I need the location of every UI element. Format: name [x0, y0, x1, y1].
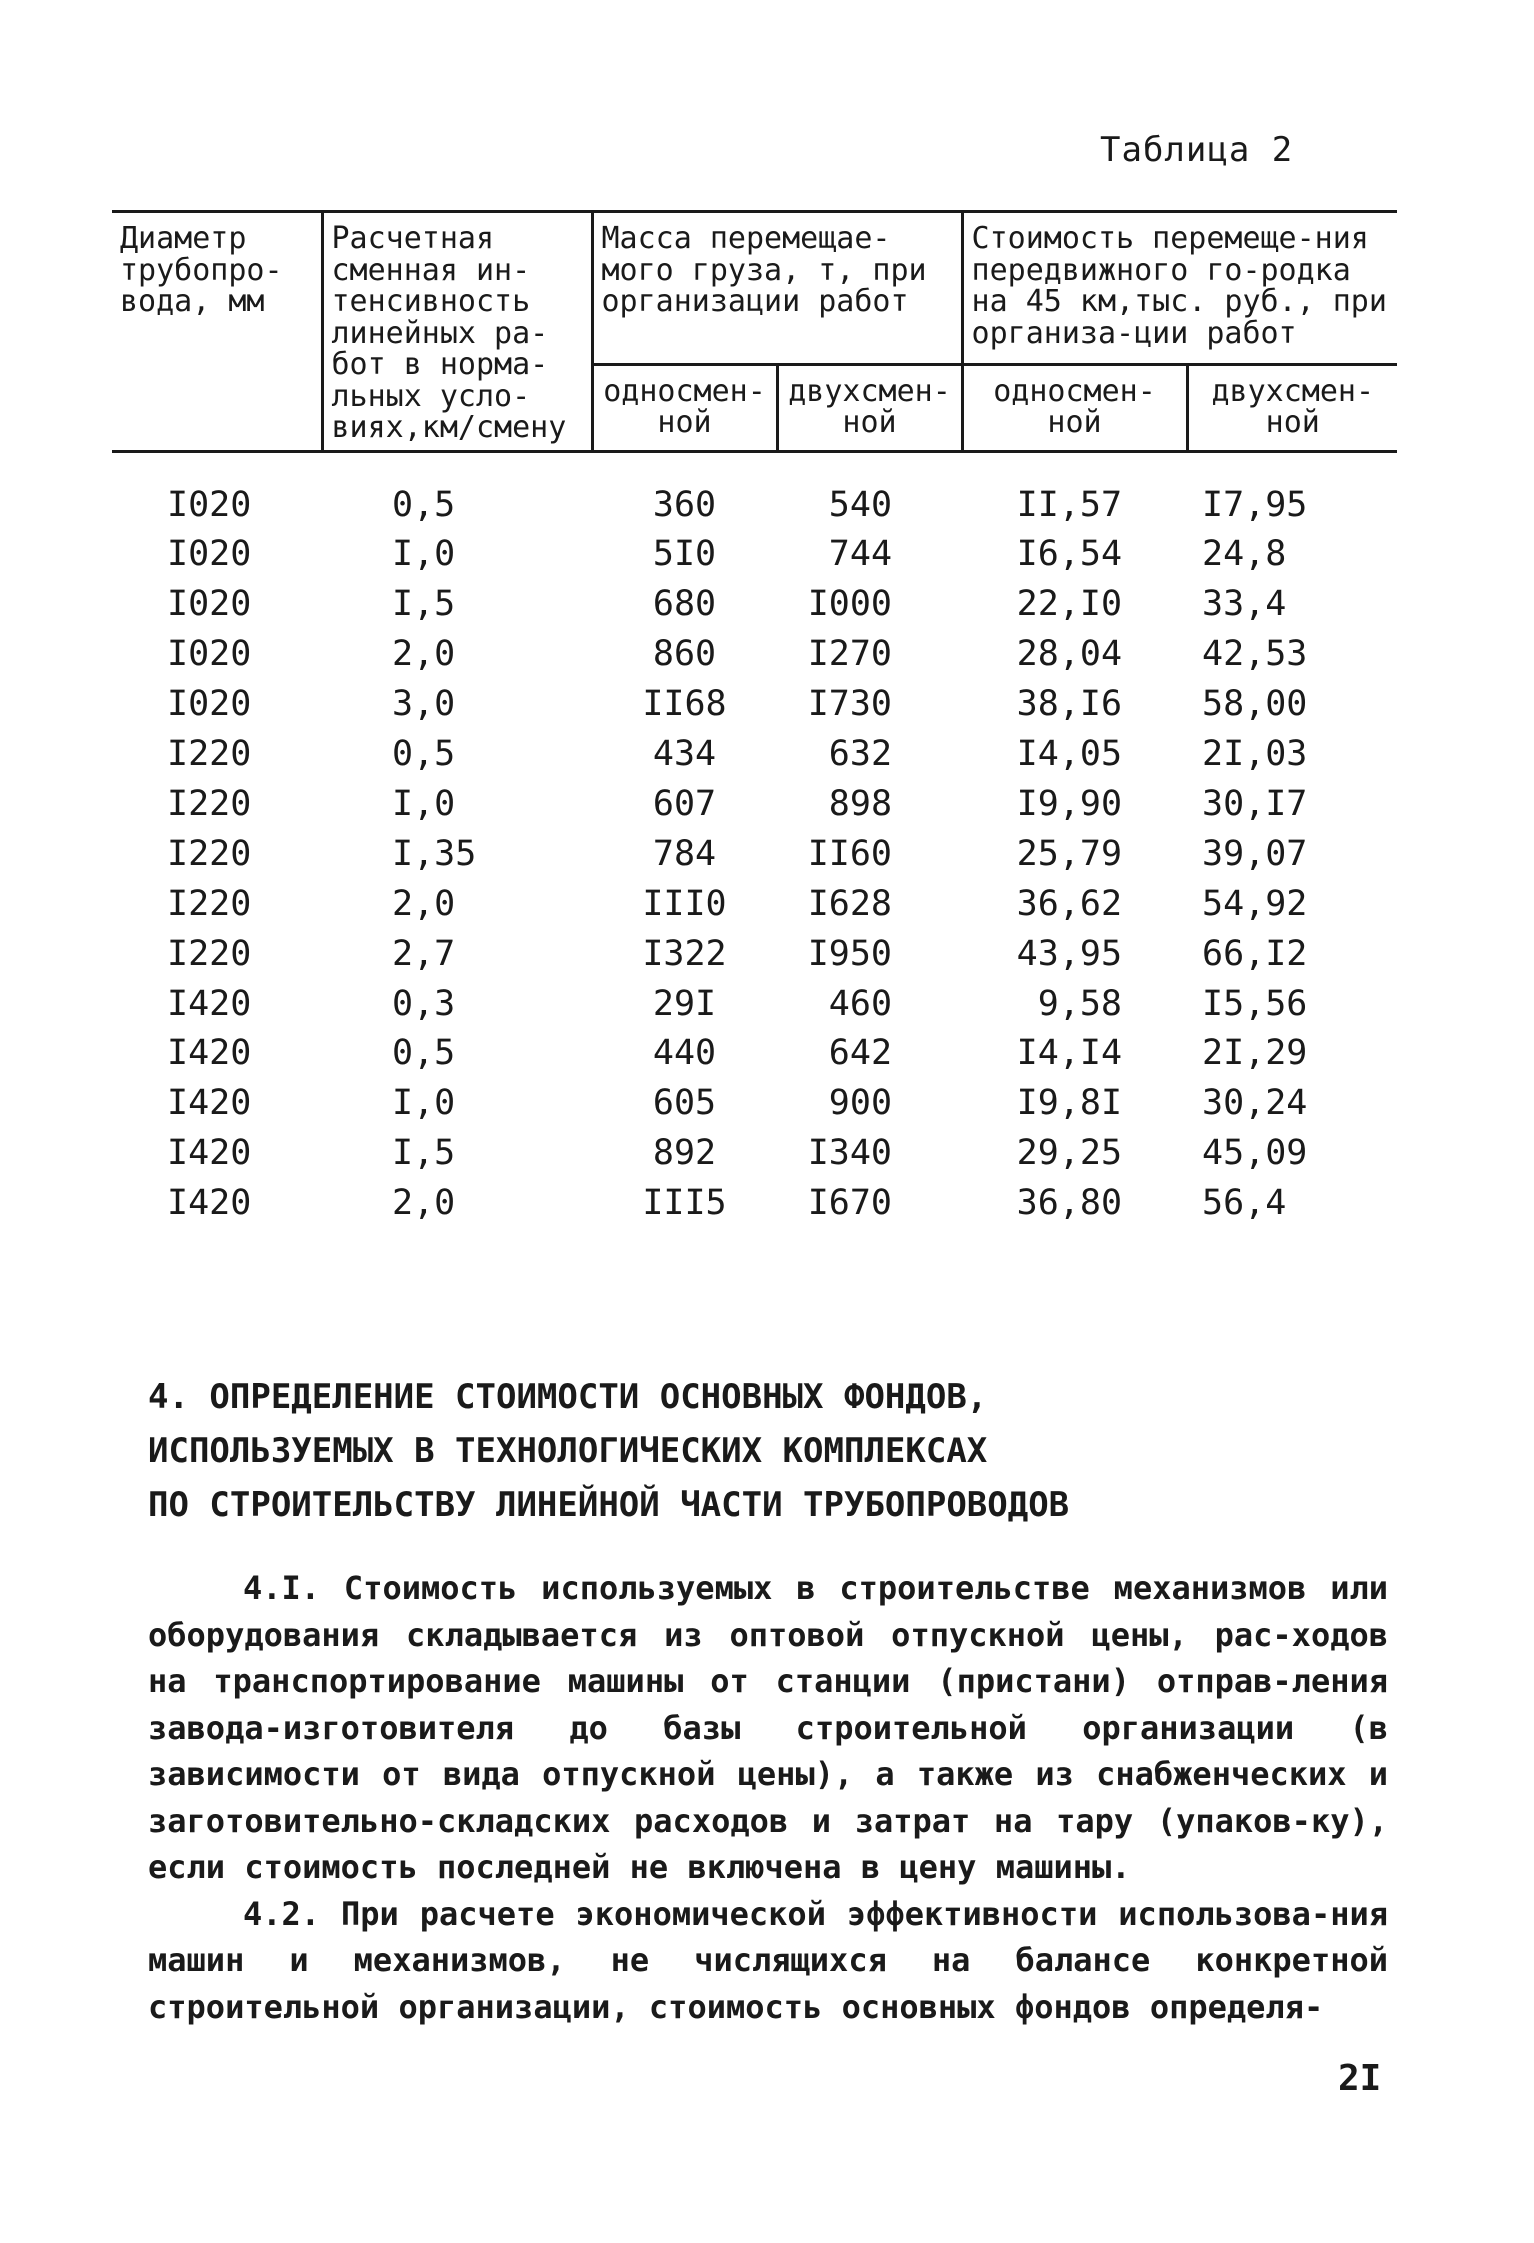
table-cell: 30,24 — [1202, 1083, 1308, 1124]
header-mass-double: двухсмен-ной — [777, 364, 962, 451]
table-cell: I9,90 — [1016, 783, 1123, 824]
table-cell: 892 — [652, 1133, 717, 1174]
table-cell: 2,7 — [392, 933, 456, 974]
table-cell: I628 — [807, 883, 893, 924]
table-cell: 33,4 — [1202, 584, 1287, 625]
body-text — [148, 1565, 1388, 2030]
table-cell: I020 — [167, 634, 252, 675]
table-cell: 56,4 — [1202, 1183, 1287, 1224]
table-body — [112, 451, 1397, 1229]
table-cell: I420 — [167, 1183, 252, 1224]
table-cell: 29I — [652, 983, 717, 1024]
table-cell: 3,0 — [392, 684, 456, 725]
table-row — [112, 880, 1397, 930]
section-title-line: ИСПОЛЬЗУЕМЫХ В ТЕХНОЛОГИЧЕСКИХ КОМПЛЕКСАХ — [148, 1431, 988, 1471]
table-cell: 540 — [828, 484, 893, 525]
page-number: 2I — [1338, 2058, 1382, 2099]
table-cell: 0,5 — [392, 484, 456, 525]
table-row — [112, 980, 1397, 1030]
table-row — [112, 680, 1397, 730]
table-cell: 58,00 — [1202, 684, 1308, 725]
header-cost-double: двухсмен-ной — [1187, 364, 1397, 451]
header-cost-single: односмен-ной — [962, 364, 1187, 451]
header-cost: Стоимость перемеще-ния передвижного го-родка на 45 км,тыс. руб., при организа-ции работ — [962, 212, 1397, 365]
section-title-line: 4. ОПРЕДЕЛЕНИЕ СТОИМОСТИ ОСНОВНЫХ ФОНДОВ, — [148, 1377, 988, 1417]
table-cell: I4,I4 — [1016, 1033, 1123, 1074]
table-cell: I220 — [167, 883, 252, 924]
table-cell: I6,54 — [1016, 534, 1123, 575]
table-cell: I270 — [807, 634, 893, 675]
paragraph: 4.I. Стоимость используемых в строительстве механизмов или оборудования складывается из оптовой отпускной цены, рас-ходов на транспортирование машины от станции (пристани) отправ-ления завода-изготовителя до базы строительной организации (в зависимости от вида отпускной цены), а также из снабженческих и заготовительно-складских расходов и затрат на тару (упаков-ку), если стоимость последней не включена в цену машины. — [148, 1569, 1388, 1886]
header-mass: Масса перемещае-мого груза, т, при организации работ — [592, 212, 962, 365]
table-cell: 434 — [652, 734, 717, 775]
table-cell: I420 — [167, 983, 252, 1024]
section-title-line: ПО СТРОИТЕЛЬСТВУ ЛИНЕЙНОЙ ЧАСТИ ТРУБОПРОВОДОВ — [148, 1485, 1070, 1525]
table-cell: 440 — [652, 1033, 717, 1074]
table-cell: 28,04 — [1016, 634, 1123, 675]
table-cell: I220 — [167, 734, 252, 775]
table-row — [112, 1079, 1397, 1129]
table-cell: 360 — [652, 484, 717, 525]
table-cell: 42,53 — [1202, 634, 1308, 675]
table-cell: I020 — [167, 534, 252, 575]
table-cell: 898 — [828, 783, 893, 824]
table-cell: 605 — [652, 1083, 717, 1124]
table-cell: I,0 — [392, 1083, 456, 1124]
table-cell: I,0 — [392, 534, 456, 575]
table-cell: I420 — [167, 1033, 252, 1074]
table-cell: 680 — [652, 584, 717, 625]
header-intensity: Расчетная сменная ин-тенсивность линейных ра-бот в норма-льных усло-виях,км/смену — [322, 212, 592, 452]
table-cell: 24,8 — [1202, 534, 1287, 575]
table-row — [112, 1129, 1397, 1179]
table-cell: 39,07 — [1202, 833, 1308, 874]
table-cell: 43,95 — [1016, 933, 1123, 974]
table-caption: Таблица 2 — [1100, 130, 1294, 170]
table-cell: 36,80 — [1016, 1183, 1123, 1224]
table-cell: 2,0 — [392, 883, 456, 924]
table-cell: 66,I2 — [1202, 933, 1308, 974]
table-cell: I020 — [167, 584, 252, 625]
table-cell: 860 — [652, 634, 717, 675]
table-row — [112, 780, 1397, 830]
table-cell: 30,I7 — [1202, 783, 1308, 824]
table-row — [112, 630, 1397, 680]
table-cell: I322 — [642, 933, 727, 974]
table-cell: I5,56 — [1202, 983, 1308, 1024]
table-cell: I220 — [167, 933, 252, 974]
table-cell: I,35 — [392, 833, 477, 874]
header-diameter: Диаметр трубопро-вода, мм — [112, 212, 322, 452]
table-cell: 2,0 — [392, 634, 456, 675]
table-cell: II,57 — [1016, 484, 1123, 525]
table-cell: 642 — [828, 1033, 893, 1074]
table-row — [112, 730, 1397, 780]
table-cell: I000 — [807, 584, 893, 625]
table-cell: 2I,03 — [1202, 734, 1308, 775]
table-cell: 29,25 — [1016, 1133, 1123, 1174]
table-cell: 900 — [828, 1083, 893, 1124]
table-cell: 38,I6 — [1016, 684, 1123, 725]
table-cell: 5I0 — [652, 534, 717, 575]
data-table — [112, 210, 1397, 1229]
table-row — [112, 1029, 1397, 1079]
table-cell: I420 — [167, 1083, 252, 1124]
table-cell: I7,95 — [1202, 484, 1308, 525]
table-cell: 632 — [828, 734, 893, 775]
table-cell: 460 — [828, 983, 893, 1024]
table-cell: III0 — [642, 883, 727, 924]
table-cell: II60 — [807, 833, 893, 874]
table-cell: 45,09 — [1202, 1133, 1308, 1174]
table-cell: 607 — [652, 783, 717, 824]
table-cell: 2,0 — [392, 1183, 456, 1224]
table-row — [112, 1179, 1397, 1229]
table-cell: 0,3 — [392, 983, 456, 1024]
header-mass-single: односмен-ной — [592, 364, 777, 451]
table-cell: I4,05 — [1016, 734, 1123, 775]
table-cell: 2I,29 — [1202, 1033, 1308, 1074]
table-cell: I730 — [807, 684, 893, 725]
table-cell: I,5 — [392, 584, 456, 625]
table-cell: III5 — [642, 1183, 727, 1224]
table-cell: I950 — [807, 933, 893, 974]
table-row — [112, 830, 1397, 880]
table-cell: 0,5 — [392, 734, 456, 775]
table-cell: I020 — [167, 684, 252, 725]
table-cell: I670 — [807, 1183, 893, 1224]
table-cell: I,0 — [392, 783, 456, 824]
table-cell: 784 — [652, 833, 717, 874]
table-cell: I020 — [167, 484, 252, 525]
table-row — [112, 930, 1397, 980]
table-cell: I,5 — [392, 1133, 456, 1174]
table-row — [112, 451, 1397, 530]
table-cell: I340 — [807, 1133, 893, 1174]
table-cell: 25,79 — [1016, 833, 1123, 874]
section-title — [148, 1370, 1069, 1532]
table-row — [112, 580, 1397, 630]
paragraph: 4.2. При расчете экономической эффективности использова-ния машин и механизмов, не числящихся на балансе конкретной строительной организации, стоимость основных фондов определя- — [148, 1894, 1388, 2026]
table-cell: 22,I0 — [1016, 584, 1123, 625]
table-row — [112, 530, 1397, 580]
table-cell: 0,5 — [392, 1033, 456, 1074]
table-cell: 54,92 — [1202, 883, 1308, 924]
table-cell: I220 — [167, 833, 252, 874]
table-cell: I9,8I — [1016, 1083, 1123, 1124]
table-cell: 744 — [828, 534, 893, 575]
table-cell: I220 — [167, 783, 252, 824]
table-cell: I420 — [167, 1133, 252, 1174]
table-cell: 9,58 — [1037, 983, 1123, 1024]
table-cell: 36,62 — [1016, 883, 1123, 924]
table-cell: II68 — [642, 684, 727, 725]
